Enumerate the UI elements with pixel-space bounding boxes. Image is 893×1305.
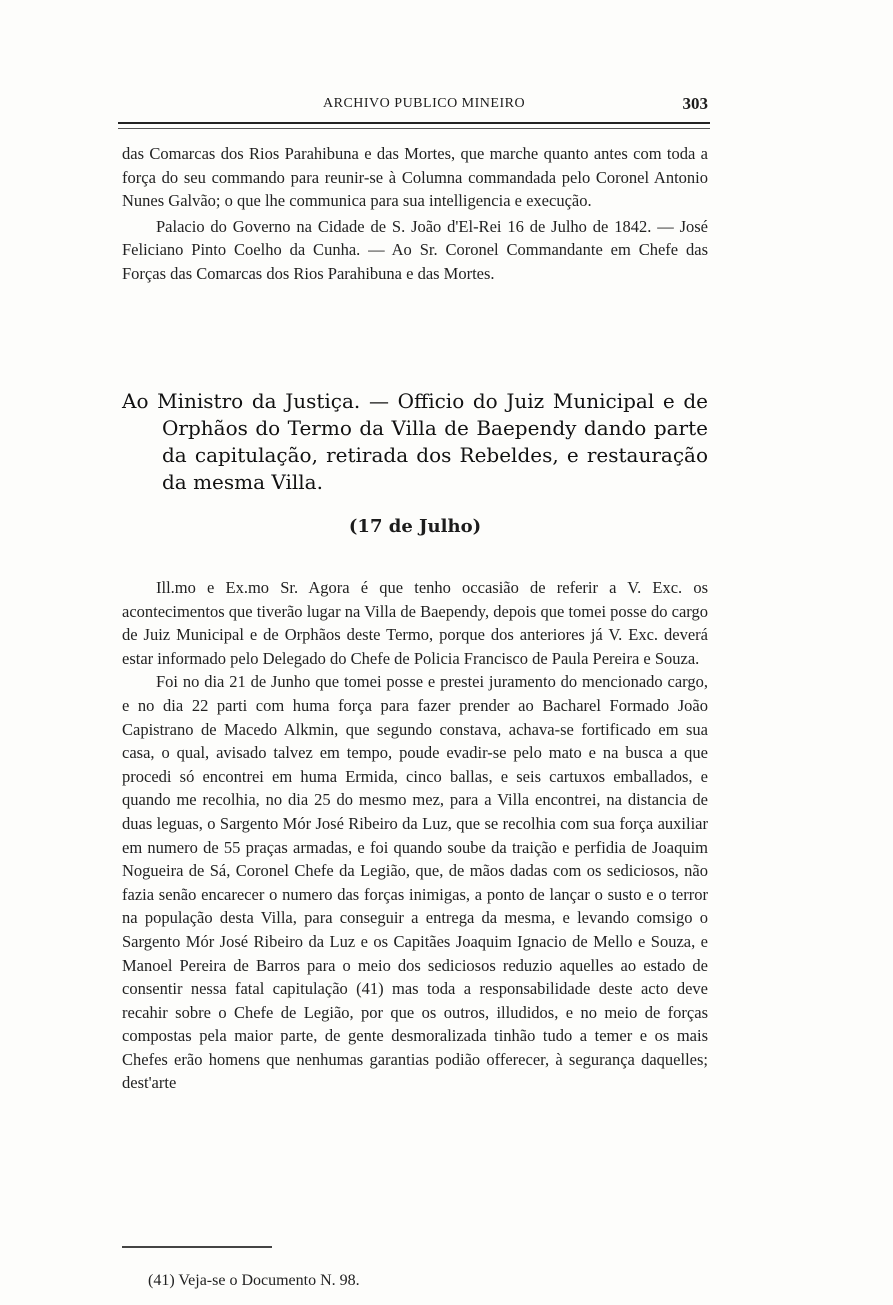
date-line: (17 de Julho) [348,516,482,537]
running-title: ARCHIVO PUBLICO MINEIRO [323,96,526,111]
paragraph-continuation: das Comarcas dos Rios Parahibuna e das Mortes, que marche quanto antes com toda a força do seu commando para reunir-se à Columna commandada pelo Coronel Antonio Nunes Galvão; o que lhe communica para sua intelligencia e execução. [122,144,708,211]
footnote-rule [122,1246,272,1248]
body-text-block [122,576,708,1095]
paragraph-signature: Palacio do Governo na Cidade de S. João d'El-Rei 16 de Julho de 1842. — José Feliciano Pinto Coelho da Cunha. — Ao Sr. Coronel Commandante em Chefe das Forças das Comarcas dos Rios Parahibuna e das Mortes. [122,216,708,283]
heading-text: Ao Ministro da Justiça. — Officio do Juiz Municipal e de Orphãos do Termo da Villa de Baependy dando parte da capitulação, retirada dos Rebeldes, e restauração da mesma Villa. [122,389,708,494]
page-header [118,94,710,118]
body-paragraph-1: Ill.mo e Ex.mo Sr. Agora é que tenho occasião de referir a V. Exc. os acontecimentos que tiverão lugar na Villa de Baependy, depois que tomei posse do cargo de Juiz Municipal e de Orphãos deste Termo, porque dos anteriores já V. Exc. deverá estar informado pelo Delegado do Chefe de Policia Francisco de Paula Pereira e Souza. [122,578,708,668]
page-number: 303 [682,94,708,113]
document-heading [122,388,708,496]
body-paragraph-2: Foi no dia 21 de Junho que tomei posse e prestei juramento do mencionado cargo, e no dia 22 parti com huma força para fazer prender ao Bacharel Formado João Capistrano de Macedo Alkmin, que segundo constava, achava-se fortificado em sua casa, o qual, avisado talvez em tempo, poude evadir-se pelo mato e na busca a que procedi só encontrei em huma Ermida, cinco ballas, e seis cartuxos emballados, e quando me recolhia, no dia 25 do mesmo mez, para a Villa encontrei, na distancia de duas leguas, o Sargento Mór José Ribeiro da Luz, que se recolhia com sua força auxiliar em numero de 55 praças armadas, e foi quando soube da traição e perfidia de Joaquim Nogueira de Sá, Coronel Chefe da Legião, que, de mãos dadas com os sediciosos, não fazia senão encarecer o numero das forças inimigas, a ponto de lançar o susto e o terror na população desta Villa, para conseguir a entrega da mesma, e levando comsigo o Sargento Mór José Ribeiro da Luz e os Capitães Joaquim Ignacio de Mello e Souza, e Manoel Pereira de Barros para o meio dos sediciosos reduzio aquelles ao estado de consentir nessa fatal capitulação (41) mas toda a responsabilidade deste acto deve recahir sobre o Chefe de Legião, por que os outros, illudidos, e no meio de forças compostas pela maior parte, de gente desmoralizada tinhão tudo a temer e os mais Chefes erão homens que nenhumas garantias podião offerecer, à segurança daquelles; dest'arte [122,672,708,1093]
header-rule [118,122,710,129]
top-text-block [122,142,708,286]
footnote: (41) Veja-se o Documento N. 98. [148,1272,360,1289]
